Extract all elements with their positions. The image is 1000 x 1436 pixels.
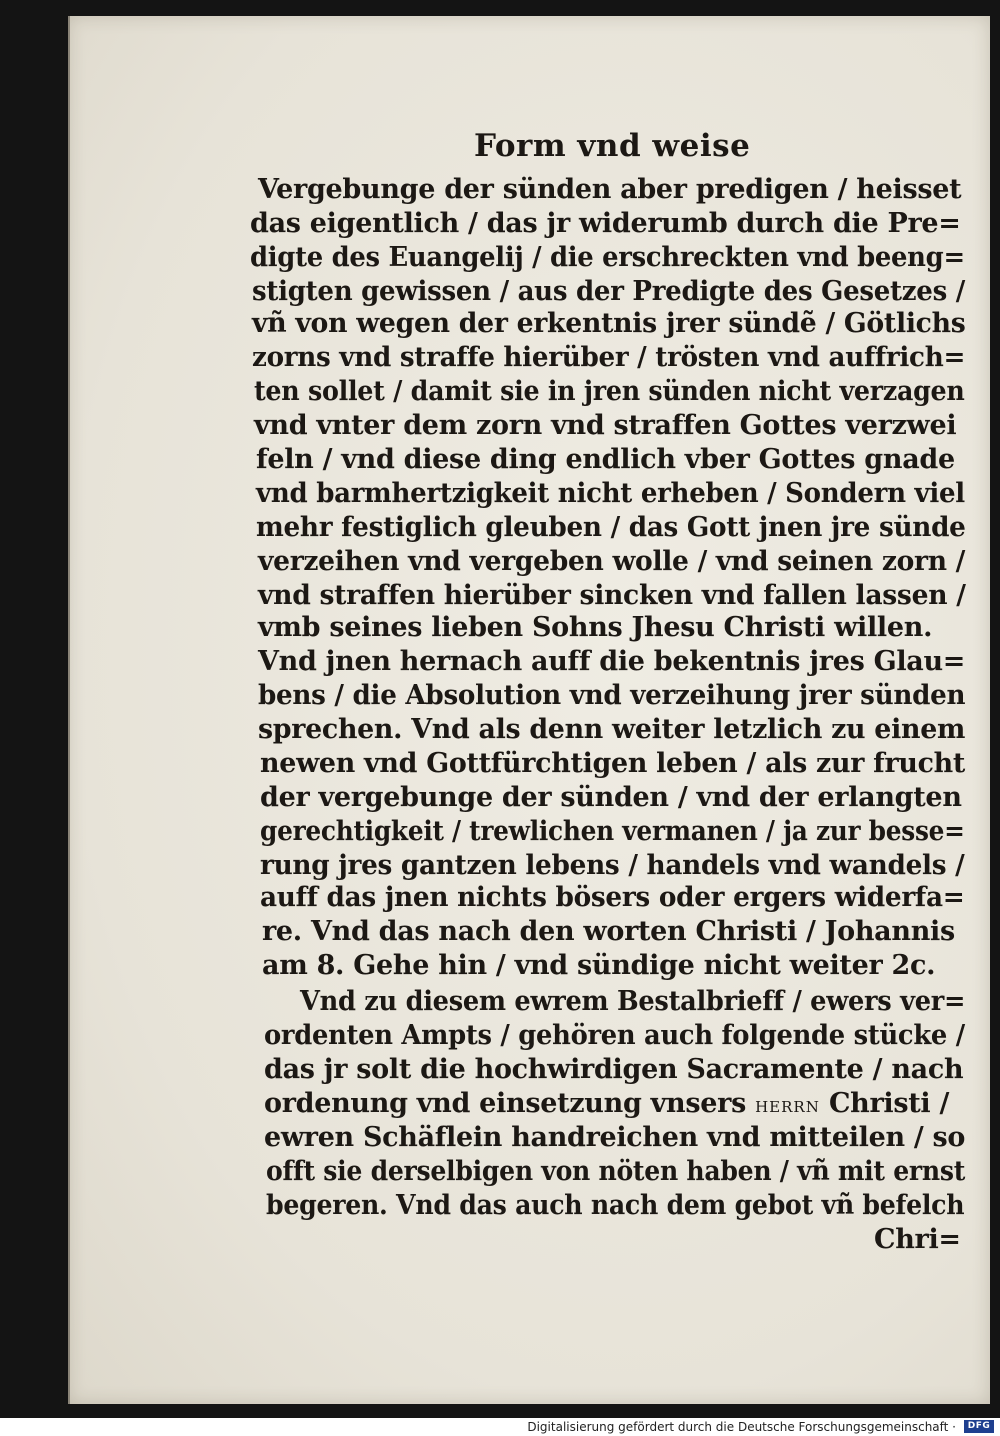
text-line-9: feln / vnd diese ding endlich vber Gottes gnade xyxy=(256,444,955,475)
text-line-3: digte des Euangelij / die erschreckten vnd beeng= xyxy=(250,242,965,273)
text-line-24: am 8. Gehe hin / vnd sündige nicht weiter 2c. xyxy=(262,950,936,981)
text-line-30: offt sie derselbigen von nöten haben / vñ mit ernst xyxy=(266,1156,966,1187)
text-line-28-end: Christi / xyxy=(828,1088,950,1119)
text-line-12: verzeihen vnd vergeben wolle / vnd seinen zorn / xyxy=(258,546,966,577)
text-line-18: newen vnd Gottfürchtigen leben / als zur frucht xyxy=(260,748,966,779)
text-line-11: mehr festiglich gleuben / das Gott jnen jre sünde xyxy=(256,512,966,543)
text-line-17: sprechen. Vnd als denn weiter letzlich zu einem xyxy=(258,714,966,745)
text-line-4: stigten gewissen / aus der Predigte des Gesetzes / xyxy=(252,276,965,307)
text-line-20: gerechtigkeit / trewlichen vermanen / ja zur besse= xyxy=(260,816,965,847)
catchword: Chri= xyxy=(874,1224,961,1255)
funding-credit: Digitalisierung gefördert durch die Deutsche Forschungsgemeinschaft · xyxy=(527,1420,956,1434)
text-line-28 xyxy=(264,1088,949,1119)
text-line-14: vmb seines lieben Sohns Jhesu Christi willen. xyxy=(258,612,933,643)
text-line-19: der vergebunge der sünden / vnd der erlangten xyxy=(260,782,962,813)
text-line-28-start: ordenung vnd einsetzung vnsers xyxy=(264,1088,746,1119)
text-line-8: vnd vnter dem zorn vnd straffen Gottes verzwei xyxy=(254,410,957,441)
herrn-smallcaps: HERRN xyxy=(755,1098,820,1116)
text-line-10: vnd barmhertzigkeit nicht erheben / Sondern viel xyxy=(256,478,965,509)
dfg-logo: DFG xyxy=(964,1420,994,1433)
text-line-29: ewren Schäflein handreichen vnd mitteilen / so xyxy=(264,1122,966,1153)
text-line-2: das eigentlich / das jr widerumb durch die Pre= xyxy=(250,208,961,239)
text-line-26: ordenten Ampts / gehören auch folgende stücke / xyxy=(264,1020,965,1051)
text-line-25: Vnd zu diesem ewrem Bestalbrieff / ewers ver= xyxy=(300,986,966,1017)
page-binding-edge xyxy=(68,16,70,1404)
text-line-7: ten sollet / damit sie in jren sünden nicht verzagen xyxy=(254,376,965,407)
text-line-23: re. Vnd das nach den worten Christi / Johannis xyxy=(262,916,955,947)
text-line-27: das jr solt die hochwirdigen Sacramente / nach xyxy=(264,1054,964,1085)
running-head: Form vnd weise xyxy=(474,128,751,164)
text-line-21: rung jres gantzen lebens / handels vnd wandels / xyxy=(260,850,965,881)
text-line-6: zorns vnd straffe hierüber / trösten vnd auffrich= xyxy=(252,342,966,373)
text-line-5: vñ von wegen der erkentnis jrer sündẽ / Götlichs xyxy=(252,308,966,339)
text-line-15: Vnd jnen hernach auff die bekentnis jres Glau= xyxy=(258,646,966,677)
text-line-16: bens / die Absolution vnd verzeihung jrer sünden xyxy=(258,680,966,711)
text-line-22: auff das jnen nichts bösers oder ergers widerfa= xyxy=(260,882,965,913)
text-line-31: begeren. Vnd das auch nach dem gebot vñ befelch xyxy=(266,1190,965,1221)
text-line-13: vnd straffen hierüber sincken vnd fallen lassen / xyxy=(258,580,966,611)
text-line-1: Vergebunge der sünden aber predigen / heisset xyxy=(258,174,962,205)
